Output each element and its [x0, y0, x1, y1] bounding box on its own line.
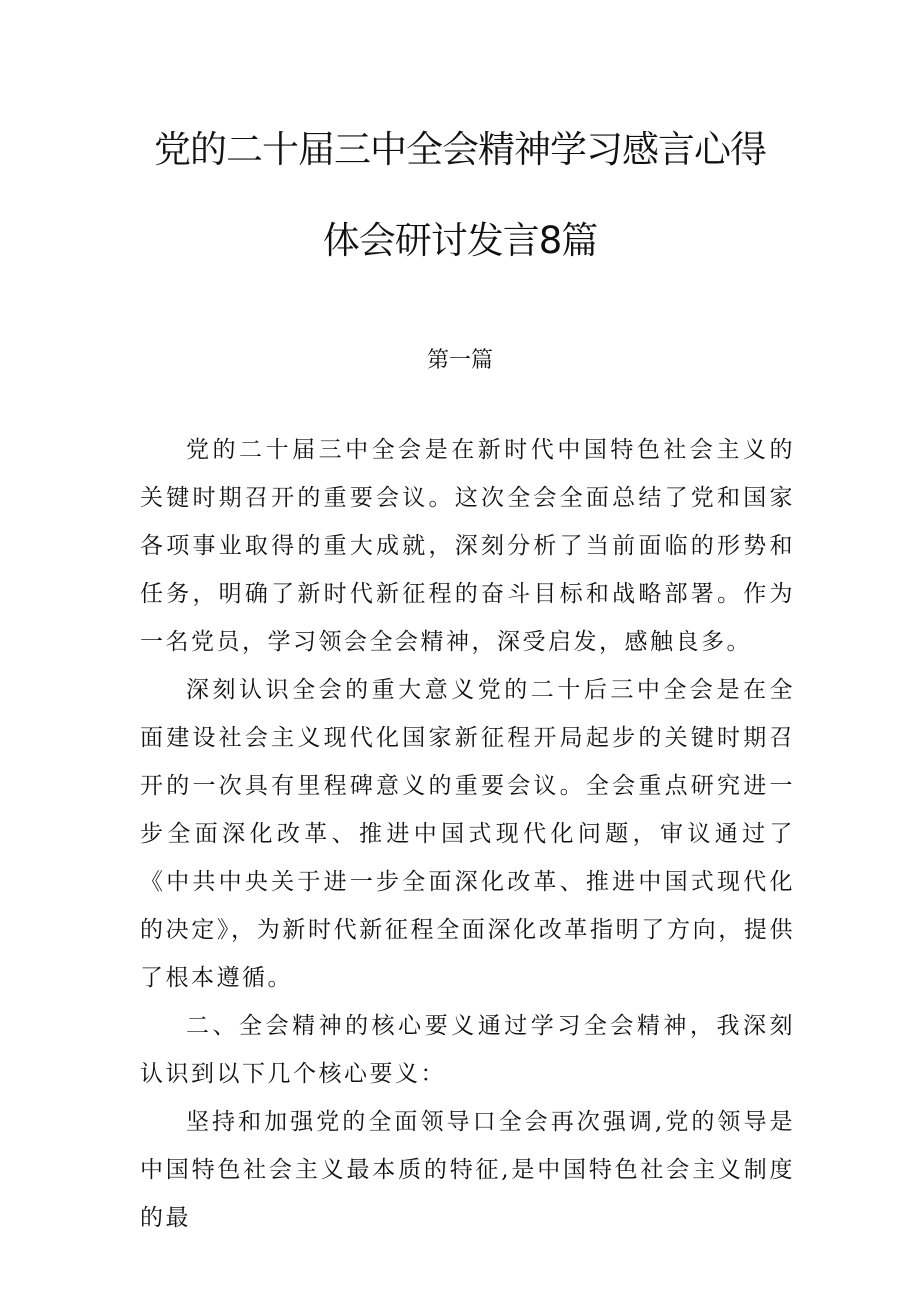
paragraph-1: 党的二十届三中全会是在新时代中国特色社会主义的关键时期召开的重要会议。这次全会全面总结了党和国家各项事业取得的重大成就，深刻分析了当前面临的形势和任务，明确了新时代新征程的奋斗目标和战略部署。作为一名党员，学习领会全会精神，深受启发，感触良多。 [140, 437, 795, 655]
paragraph-4: 坚持和加强党的全面领导口全会再次强调,党的领导是中国特色社会主义最本质的特征,是中国特色社会主义制度的最 [140, 1109, 795, 1231]
section-heading: 第一篇 [426, 348, 493, 373]
paragraph-3: 二、全会精神的核心要义通过学习全会精神，我深刻认识到以下几个核心要义： [140, 1013, 795, 1087]
document-title-line-1: 党的二十届三中全会精神学习感言心得 [154, 128, 766, 171]
paragraph-2: 深刻认识全会的重大意义党的二十后三中全会是在全面建设社会主义现代化国家新征程开局起步的关键时期召开的一次具有里程碑意义的重要会议。全会重点研究进一步全面深化改革、推进中国式现代化问题，审议通过了《中共中央关于进一步全面深化改革、推进中国式现代化的决定》，为新时代新征程全面深化改革指明了方向，提供了根本遵循。 [140, 677, 795, 991]
document-body [140, 426, 795, 1242]
document-title-line-2: 体会研讨发言8篇 [322, 219, 598, 262]
